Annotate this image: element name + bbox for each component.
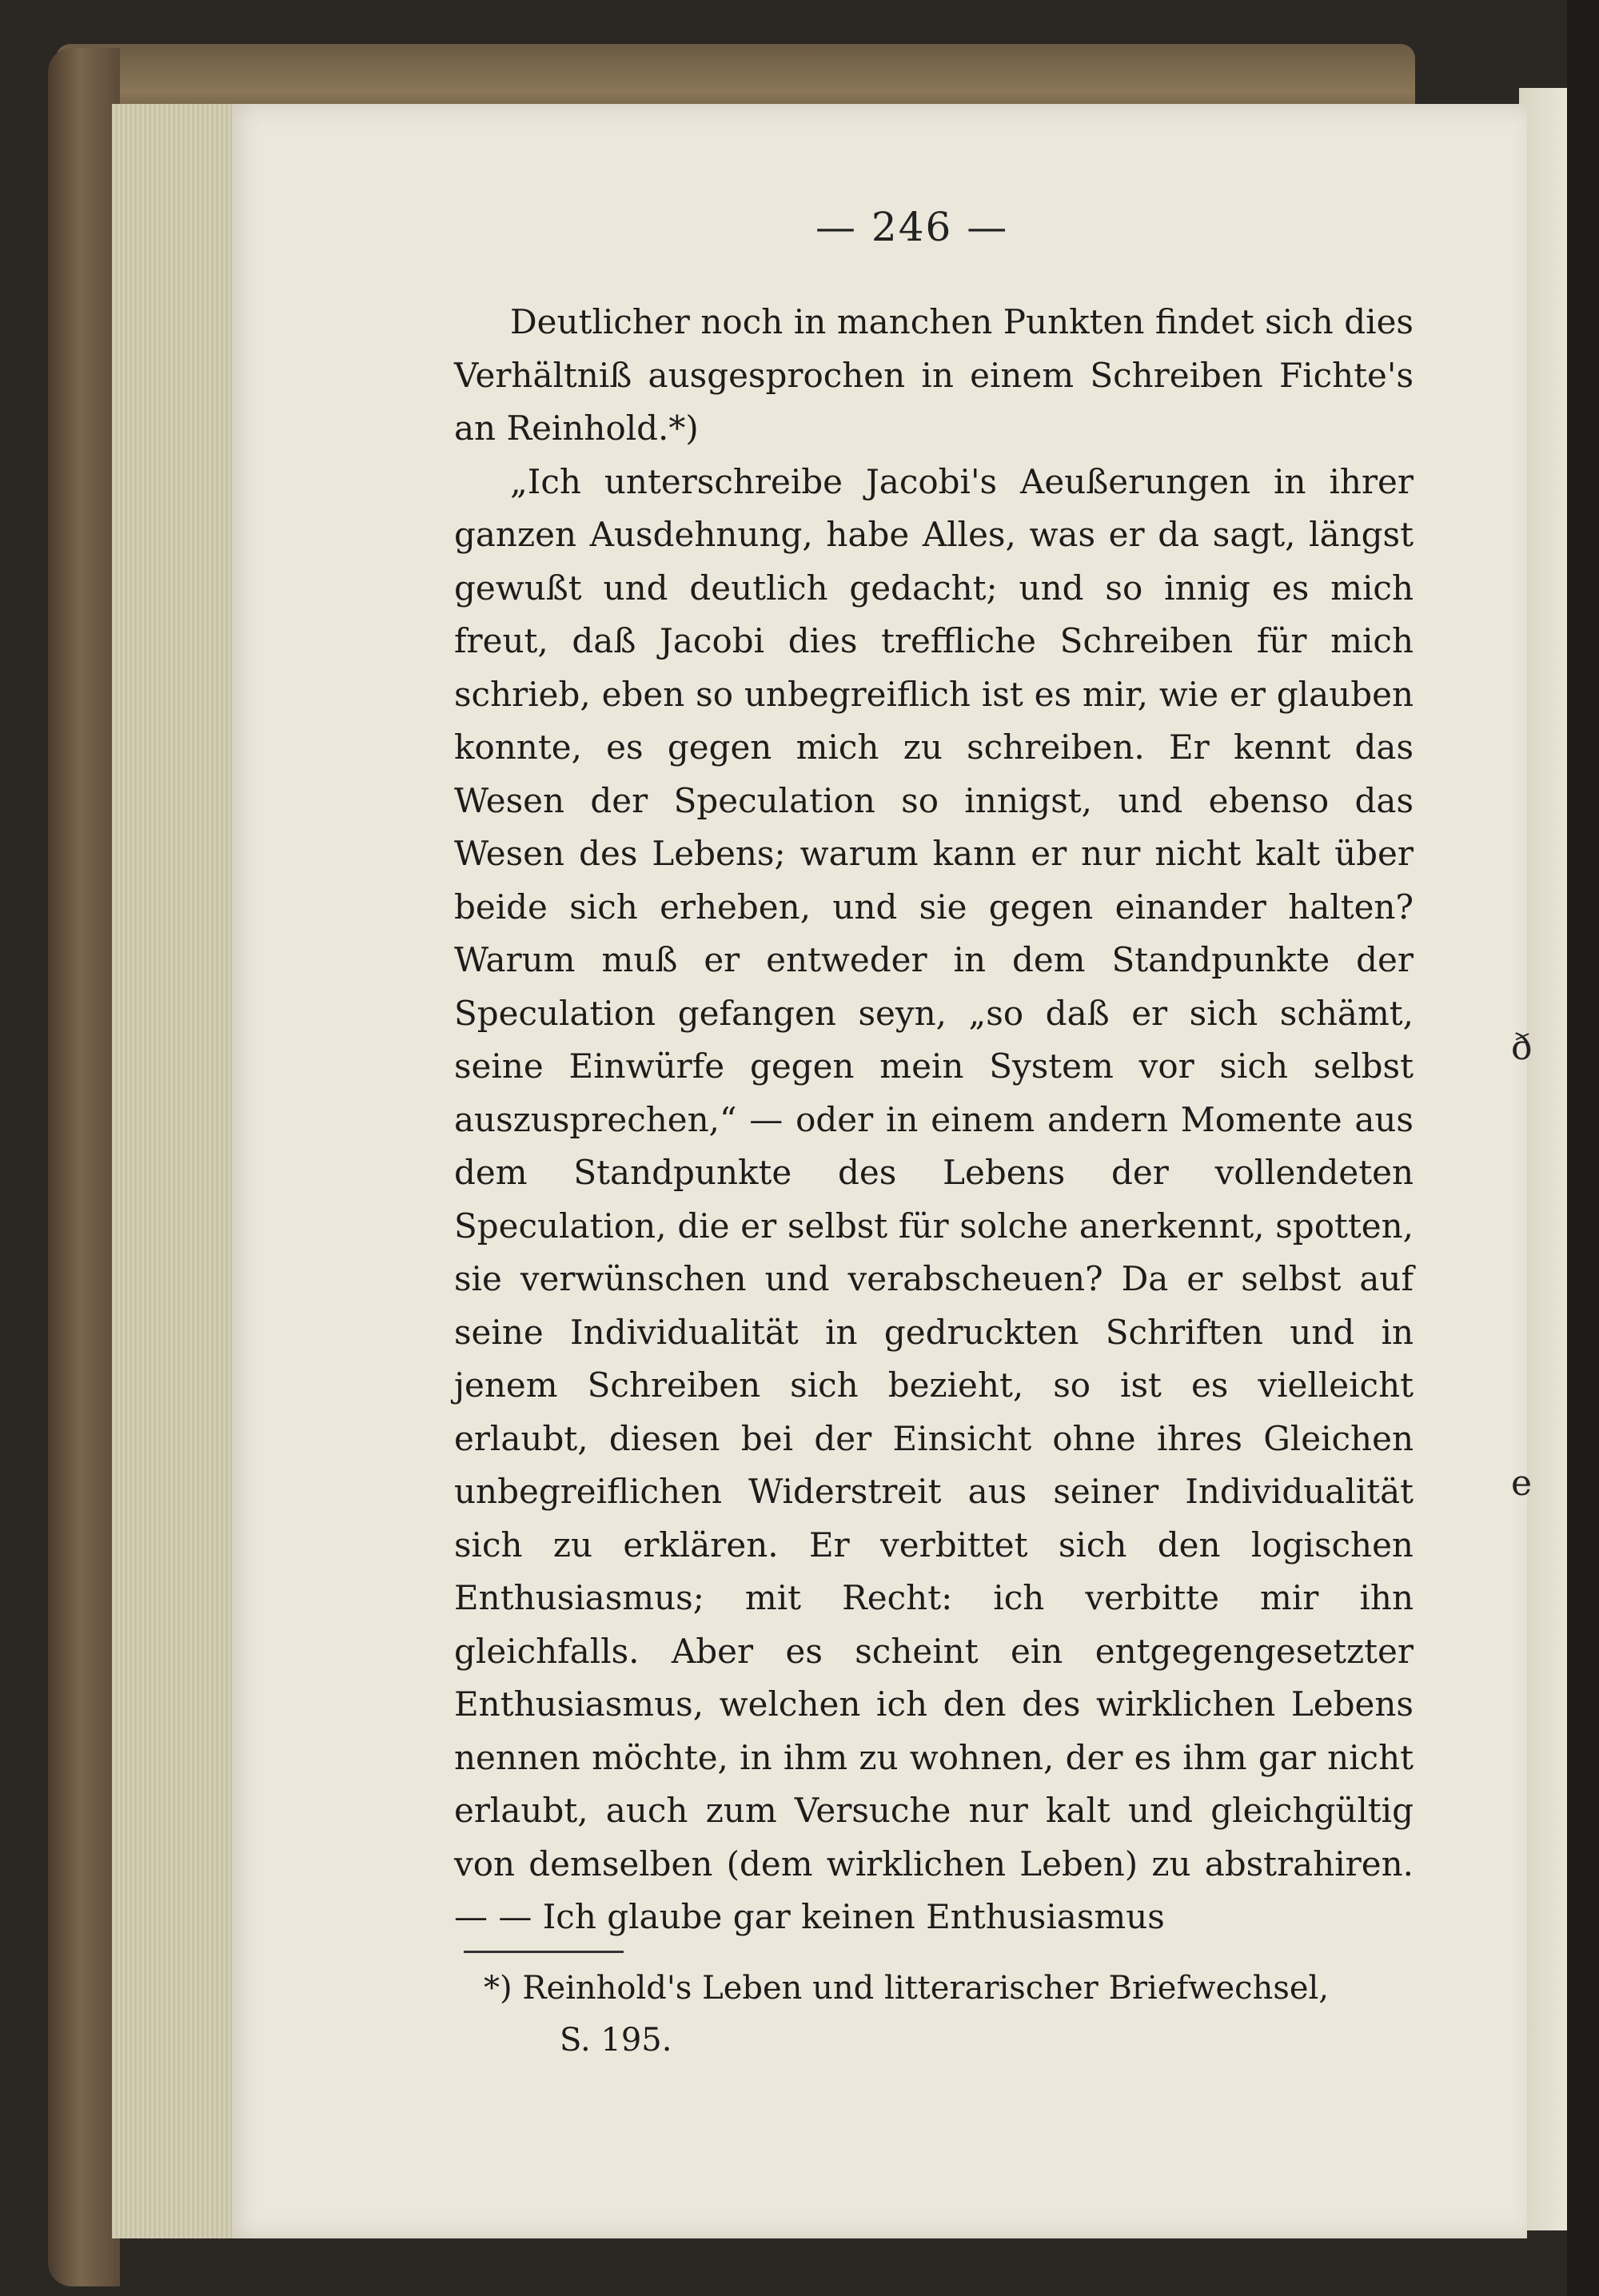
page-edges <box>112 104 232 2238</box>
footnote-line-2: S. 195. <box>560 2022 672 2059</box>
book-spine <box>48 48 120 2286</box>
background-edge <box>1567 0 1599 2296</box>
footnote <box>484 1963 1427 2067</box>
footnote-line-1: *) Reinhold's Leben und litterarischer Briefwechsel, <box>484 1970 1330 2007</box>
body-text <box>454 296 1414 1944</box>
paragraph-1: Deutlicher noch in manchen Punkten findet sich dies Verhältniß ausgesprochen in einem Schreiben Fichte's an Reinhold.*) <box>454 302 1414 448</box>
margin-mark-2: e <box>1511 1463 1533 1504</box>
margin-mark-1: ð <box>1511 1027 1533 1068</box>
footnote-rule <box>464 1951 624 1953</box>
page-number-header: — 246 — <box>815 204 1009 250</box>
paragraph-2: „Ich unterschreibe Jacobi's Aeußerungen in ihrer ganzen Ausdehnung, habe Alles, was er da sagt, längst gewußt und deutlich gedacht; und so innig es mich freut, daß Jacobi dies treffliche Schreiben für mich schrieb, eben so unbegreiflich ist es mir, wie er glauben konnte, es gegen mich zu schreiben. Er kennt das Wesen der Speculation so innigst, und ebenso das Wesen des Lebens; warum kann er nur nicht kalt über beide sich erheben, und sie gegen einander halten? Warum muß er entweder in dem Standpunkte der Speculation gefangen seyn, „so daß er sich schämt, seine Einwürfe gegen mein System vor sich selbst auszusprechen,“ — oder in einem andern Momente aus dem Standpunkte des Lebens der vollendeten Speculation, die er selbst für solche anerkennt, spotten, sie verwünschen und verabscheuen? Da er selbst auf seine Individualität in gedruckten Schriften und in jenem Schreiben sich bezieht, so ist es vielleicht erlaubt, diesen bei der Einsicht ohne ihres Gleichen unbegreiflichen Widerstreit aus seiner Individualität sich zu erklären. Er verbittet sich den logischen Enthusiasmus; mit Recht: ich verbitte mir ihn gleichfalls. Aber es scheint ein entgegengesetzter Enthusiasmus, welchen ich den des wirklichen Lebens nennen möchte, in ihm zu wohnen, der es ihm gar nicht erlaubt, auch zum Versuche nur kalt und gleichgültig von demselben (dem wirklichen Leben) zu abstrahiren. — — Ich glaube gar keinen Enthusiasmus <box>454 461 1414 1936</box>
